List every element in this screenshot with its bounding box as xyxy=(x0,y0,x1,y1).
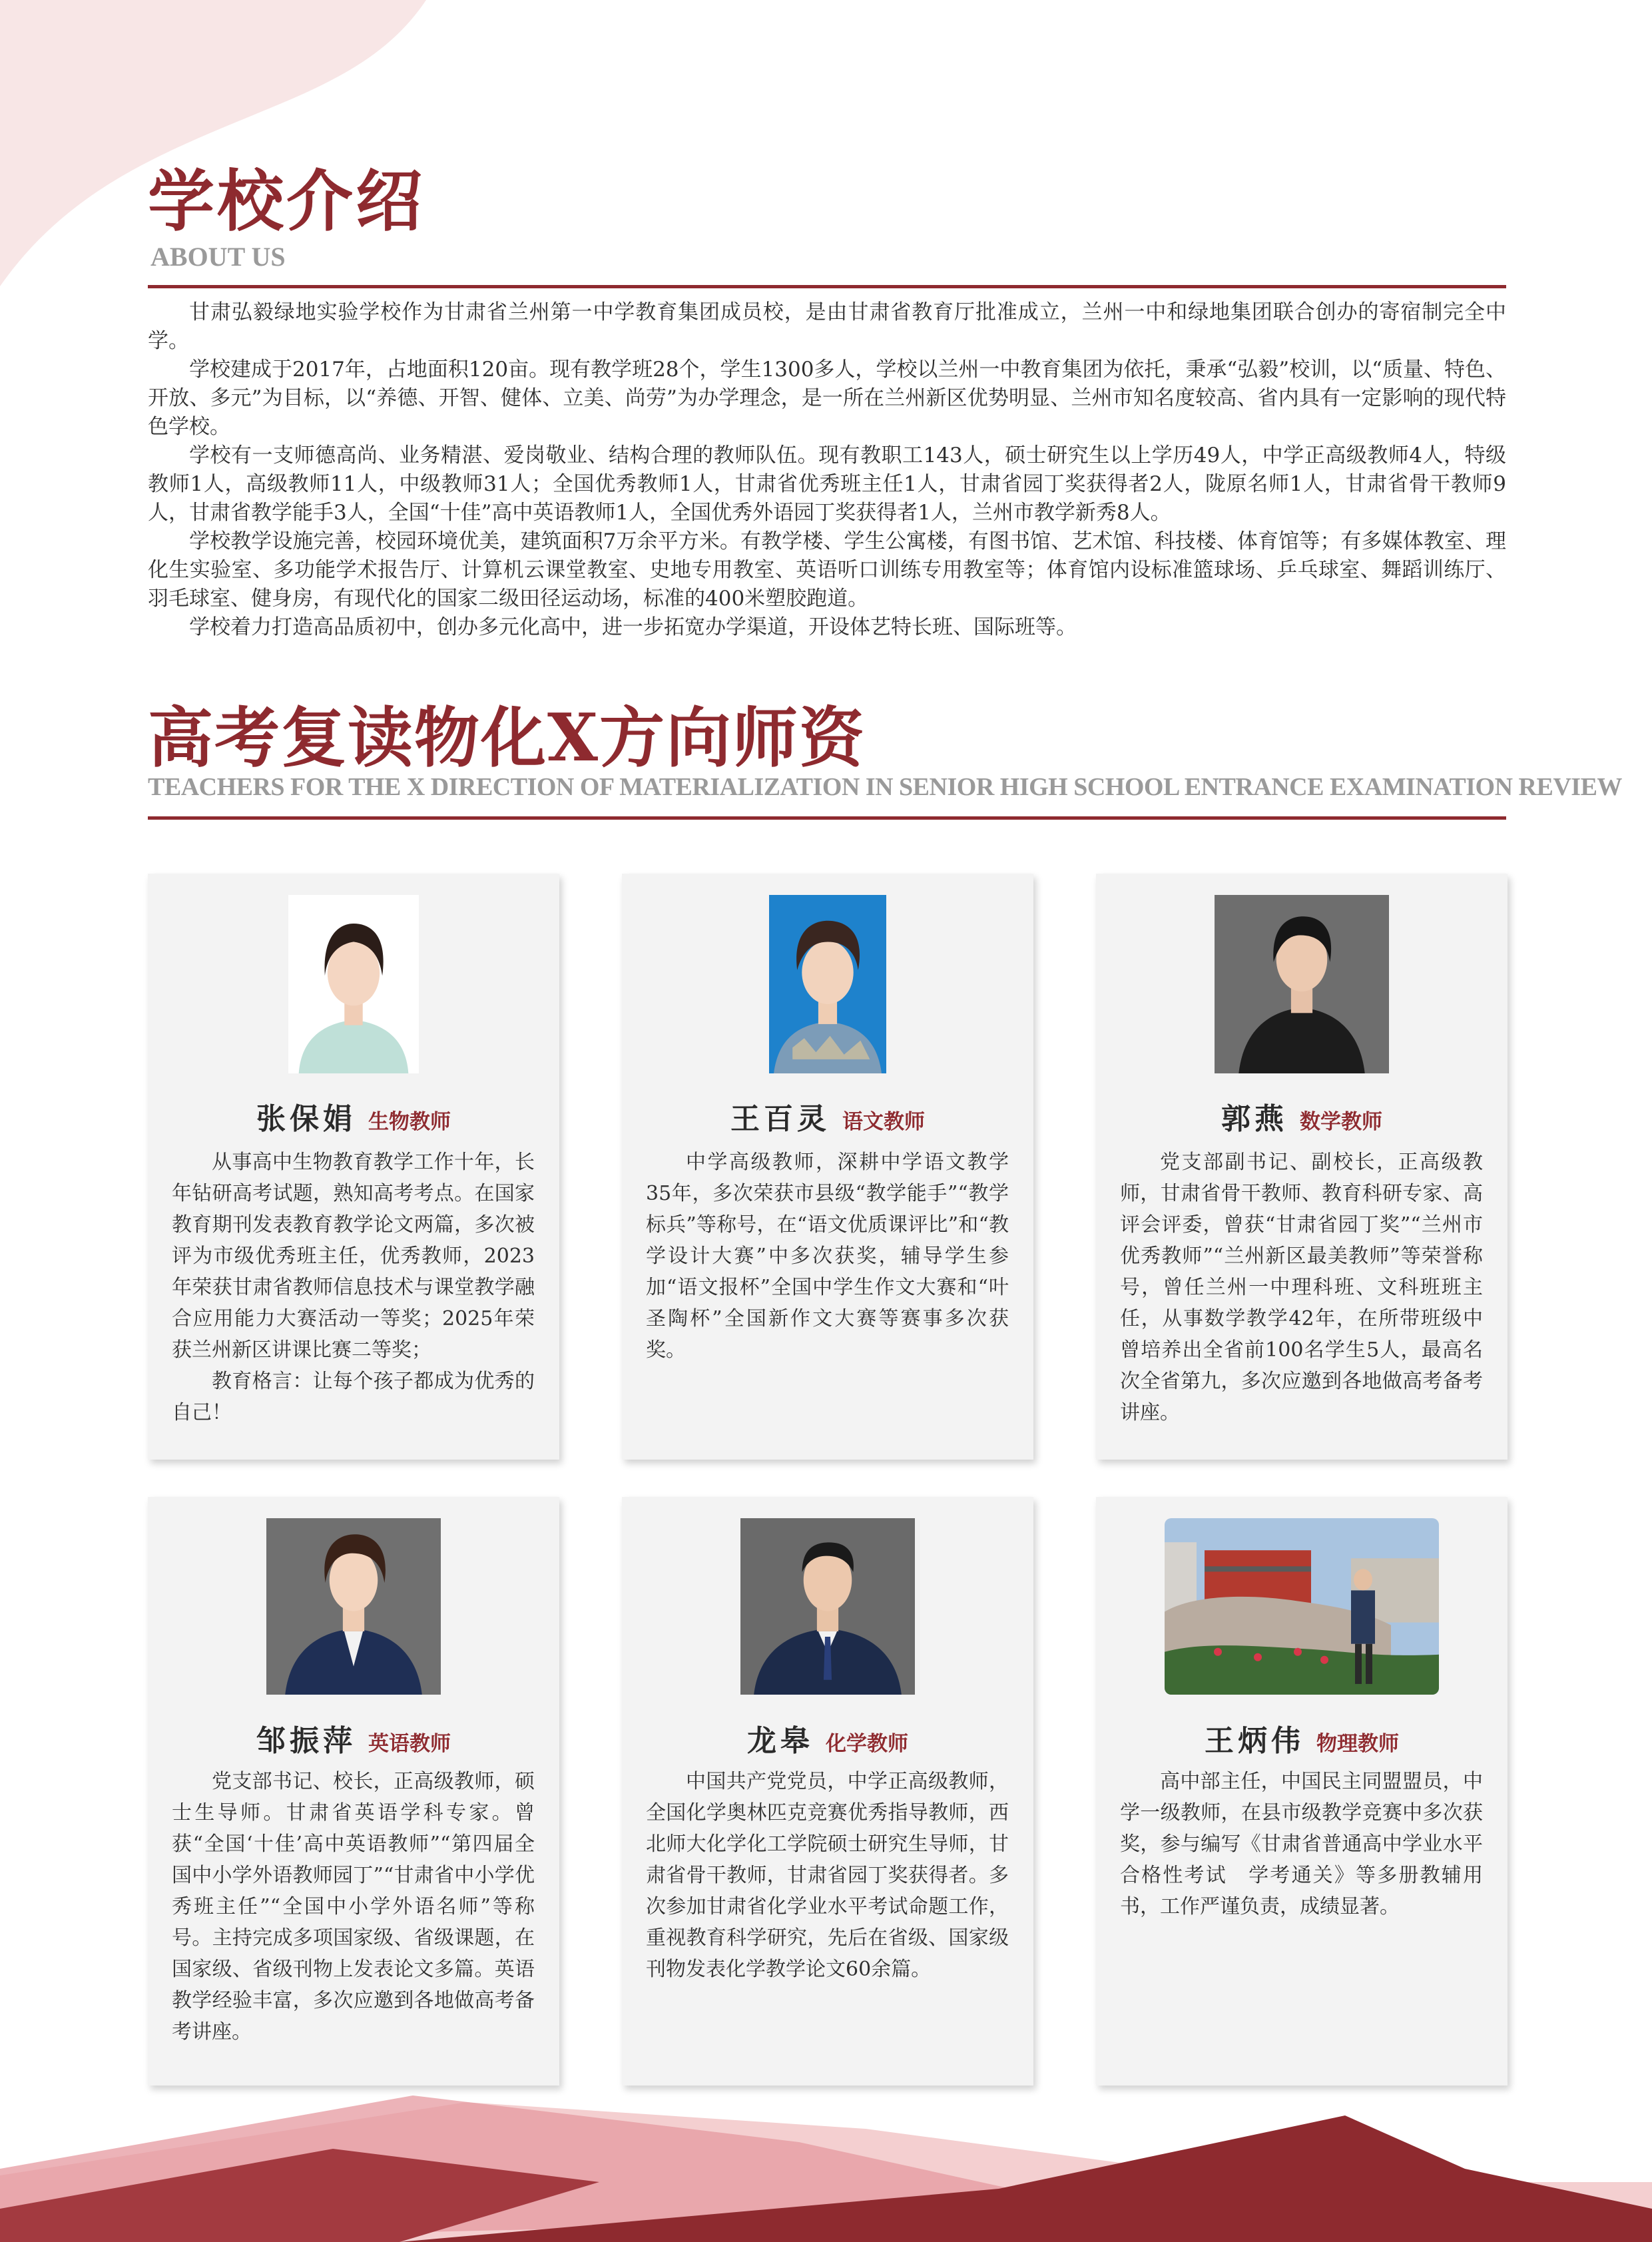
teachers-title: 高考复读物化X方向师资 xyxy=(148,700,866,776)
teacher-name: 邹振萍 xyxy=(256,1724,356,1758)
teacher-role: 生物教师 xyxy=(368,1110,451,1134)
about-divider xyxy=(148,285,1506,288)
teacher-heading xyxy=(148,1717,559,1759)
teacher-role: 化学教师 xyxy=(826,1732,908,1756)
teacher-bio-paragraph: 高中部主任，中国民主同盟盟员，中学一级教师，在县市级教学竞赛中多次获奖，参与编写《甘肃省普通高中学业水平合格性考试 学考通关》等多册教辅用书，工作严谨负责，成绩显著。 xyxy=(1120,1770,1483,1918)
teacher-bio-paragraph: 教育格言：让每个孩子都成为优秀的自己！ xyxy=(172,1370,535,1424)
teacher-name: 王百灵 xyxy=(730,1102,830,1136)
teacher-photo xyxy=(1165,1518,1439,1695)
teacher-bio-paragraph: 从事高中生物教育教学工作十年，长年钻研高考试题，熟知高考考点。在国家教育期刊发表教育教学论文两篇，多次被评为市级优秀班主任，优秀教师，2023年荣获甘肃省教师信息技术与课堂教学融合应用能力大赛活动一等奖；2025年荣获兰州新区讲课比赛二等奖； xyxy=(172,1151,535,1362)
teacher-role: 语文教师 xyxy=(842,1110,925,1134)
teacher-bio xyxy=(646,1147,1009,1366)
teacher-bio xyxy=(172,1147,535,1428)
teacher-bio xyxy=(172,1766,535,2048)
teacher-photo xyxy=(288,895,419,1073)
teachers-subtitle: TEACHERS FOR THE X DIRECTION OF MATERIALIZATION IN SENIOR HIGH SCHOOL ENTRANCE EXAMINATION REVIEW xyxy=(148,773,1622,801)
teacher-card xyxy=(622,874,1033,1460)
teacher-photo xyxy=(769,895,886,1073)
teacher-bio-paragraph: 党支部书记、校长，正高级教师，硕士生导师。甘肃省英语学科专家。曾获“全国‘十佳’高中英语教师”“第四届全国中小学外语教师园丁”“甘肃省中小学优秀班主任”“全国中小学外语名师”等称号。主持完成多项国家级、省级课题，在国家级、省级刊物上发表论文多篇。英语教学经验丰富，多次应邀到各地做高考备考讲座。 xyxy=(172,1770,535,2044)
teacher-role: 数学教师 xyxy=(1300,1110,1382,1134)
teacher-bio-paragraph: 党支部副书记、副校长，正高级教师，甘肃省骨干教师、教育科研专家、高评会评委，曾获“甘肃省园丁奖”“兰州市优秀教师”“兰州新区最美教师”等荣誉称号，曾任兰州一中理科班、文科班班主任，从事数学教学42年，在所带班级中曾培养出全省前100名学生5人，最高名次全省第九，多次应邀到各地做高考备考讲座。 xyxy=(1120,1151,1483,1424)
about-title: 学校介绍 xyxy=(148,162,425,240)
teacher-card xyxy=(148,874,559,1460)
teacher-bio xyxy=(646,1766,1009,1985)
teacher-name: 龙皋 xyxy=(747,1724,814,1758)
teacher-card xyxy=(1096,1497,1508,2086)
teacher-photo xyxy=(740,1518,915,1695)
teacher-bio xyxy=(1120,1147,1483,1428)
about-paragraph: 学校着力打造高品质初中，创办多元化高中，进一步拓宽办学渠道，开设体艺特长班、国际班等。 xyxy=(189,615,1077,639)
teacher-heading xyxy=(148,1095,559,1137)
teacher-card xyxy=(1096,874,1508,1460)
teacher-bio-paragraph: 中学高级教师，深耕中学语文教学35年，多次荣获市县级“教学能手”“教学标兵”等称号，在“语文优质课评比”和“教学设计大赛”中多次获奖，辅导学生参加“语文报杯”全国中学生作文大赛和“叶圣陶杯”全国新作文大赛等赛事多次获奖。 xyxy=(646,1151,1009,1362)
teacher-role: 物理教师 xyxy=(1316,1732,1399,1756)
teacher-name: 张保娟 xyxy=(256,1102,356,1136)
teacher-heading xyxy=(622,1095,1033,1137)
about-paragraph: 学校有一支师德高尚、业务精湛、爱岗敬业、结构合理的教师队伍。现有教职工143人，硕士研究生以上学历49人，中学正高级教师4人，特级教师1人，高级教师11人，中级教师31人；全国优秀教师1人，甘肃省优秀班主任1人，甘肃省园丁奖获得者2人，陇原名师1人，甘肃省骨干教师9人，甘肃省教学能手3人，全国“十佳”高中英语教师1人，全国优秀外语园丁奖获得者1人，兰州市教学新秀8人。 xyxy=(148,443,1506,525)
teacher-name: 王炳伟 xyxy=(1205,1724,1304,1758)
teacher-photo xyxy=(266,1518,441,1695)
about-paragraph: 学校建成于2017年，占地面积120亩。现有教学班28个，学生1300多人，学校以兰州一中教育集团为依托，秉承“弘毅”校训，以“质量、特色、开放、多元”为目标，以“养德、开智、健体、立美、尚劳”为办学理念，是一所在兰州新区优势明显、兰州市知名度较高、省内具有一定影响的现代特色学校。 xyxy=(148,358,1506,439)
about-text xyxy=(148,298,1506,642)
teacher-card xyxy=(148,1497,559,2086)
about-subtitle: ABOUT US xyxy=(150,242,286,272)
about-paragraph: 学校教学设施完善，校园环境优美，建筑面积7万余平方米。有教学楼、学生公寓楼，有图书馆、艺术馆、科技楼、体育馆等；有多媒体教室、理化生实验室、多功能学术报告厅、计算机云课堂教室、史地专用教室、英语听口训练专用教室等；体育馆内设标准篮球场、乒乓球室、舞蹈训练厅、羽毛球室、健身房，有现代化的国家二级田径运动场，标准的400米塑胶跑道。 xyxy=(148,529,1506,611)
teacher-heading xyxy=(622,1717,1033,1759)
teacher-role: 英语教师 xyxy=(368,1732,451,1756)
teacher-bio-paragraph: 中国共产党党员，中学正高级教师，全国化学奥林匹克竞赛优秀指导教师，西北师大化学化工学院硕士研究生导师，甘肃省骨干教师，甘肃省园丁奖获得者。多次参加甘肃省化学业水平考试命题工作，重视教育科学研究，先后在省级、国家级刊物发表化学教学论文60余篇。 xyxy=(646,1770,1009,1981)
about-paragraph: 甘肃弘毅绿地实验学校作为甘肃省兰州第一中学教育集团成员校，是由甘肃省教育厅批准成立，兰州一中和绿地集团联合创办的寄宿制完全中学。 xyxy=(148,300,1506,353)
teachers-divider xyxy=(148,816,1506,820)
teacher-bio xyxy=(1120,1766,1483,1922)
teacher-heading xyxy=(1096,1717,1508,1759)
teacher-heading xyxy=(1096,1095,1508,1137)
teacher-name: 郭燕 xyxy=(1221,1102,1288,1136)
teacher-photo xyxy=(1215,895,1389,1073)
teacher-card xyxy=(622,1497,1033,2086)
